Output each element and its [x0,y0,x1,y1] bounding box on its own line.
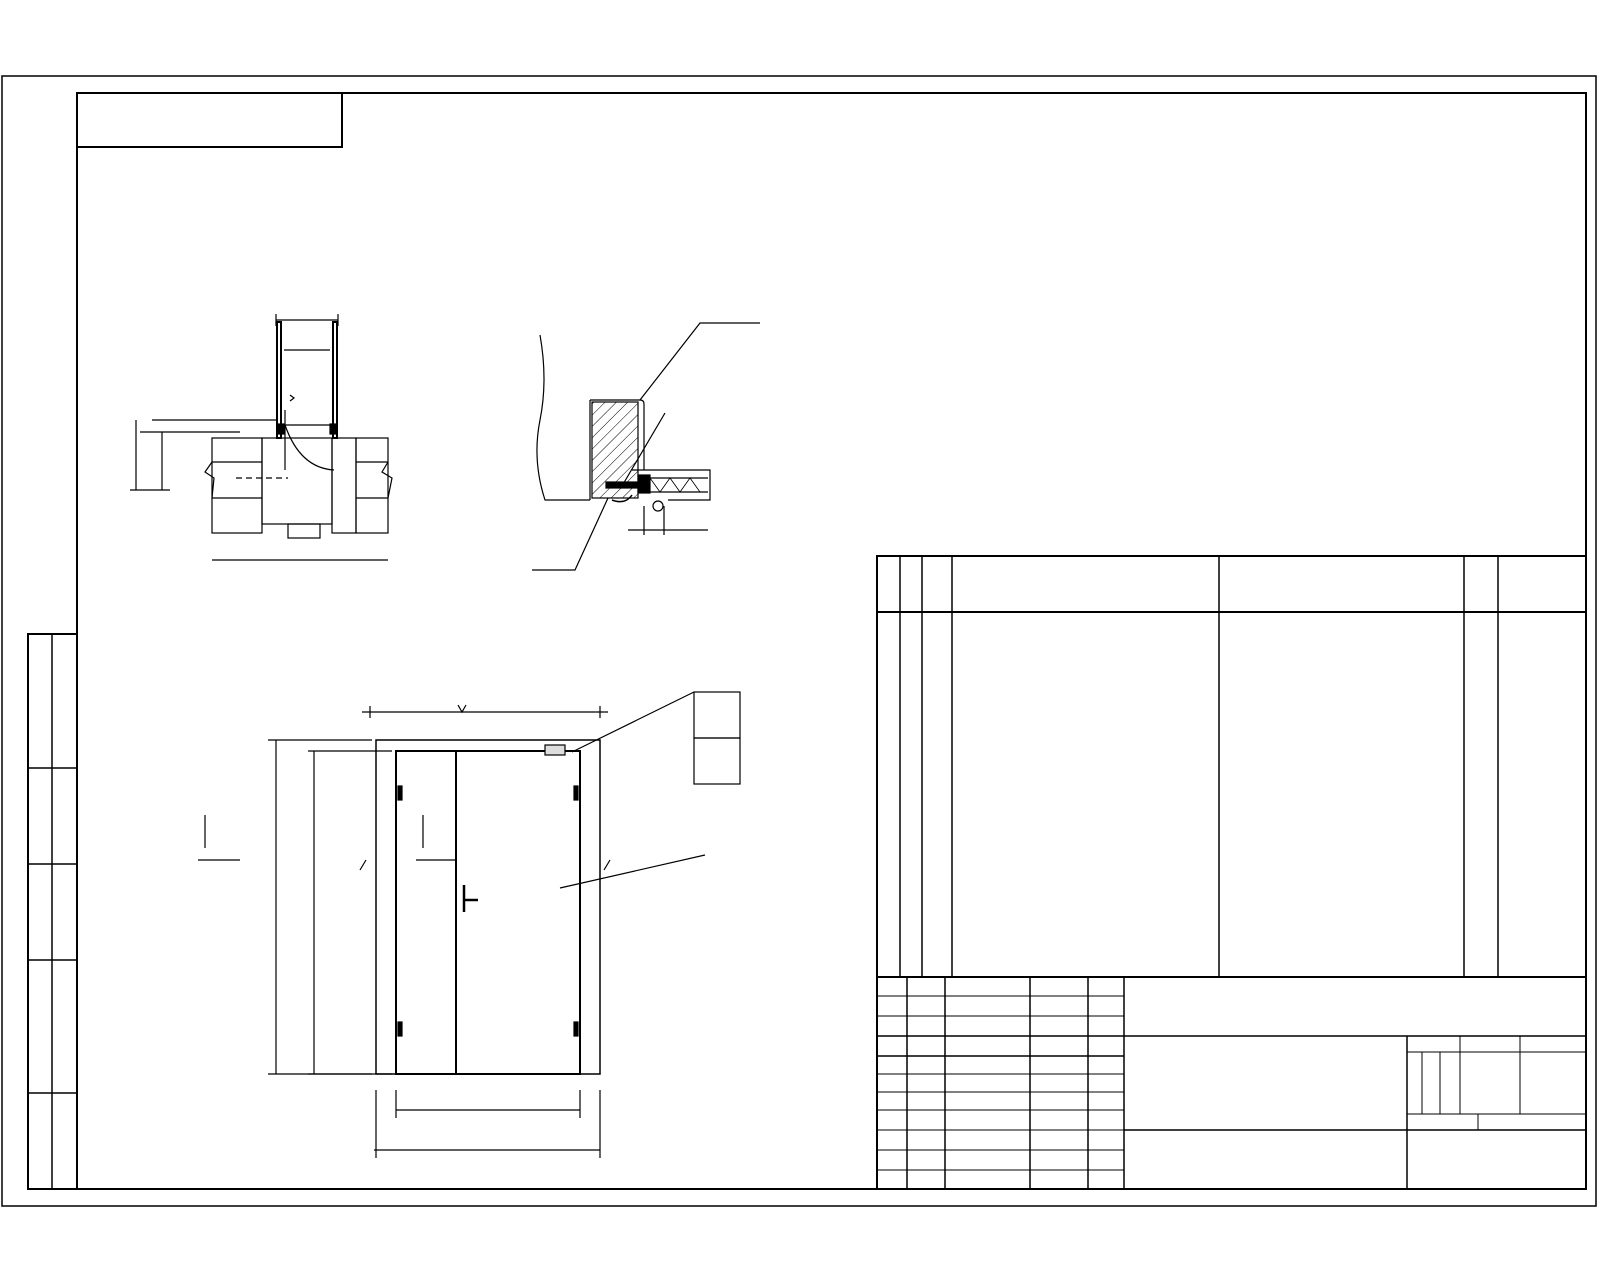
side-stamp [28,634,77,1189]
title-block [877,977,1586,1189]
section-drawing [532,323,760,570]
door-elevation [198,692,740,1158]
spec-table [877,556,1586,977]
inner-frame [77,93,1586,1189]
plan-drawing [130,314,392,560]
top-left-stamp [77,93,342,147]
